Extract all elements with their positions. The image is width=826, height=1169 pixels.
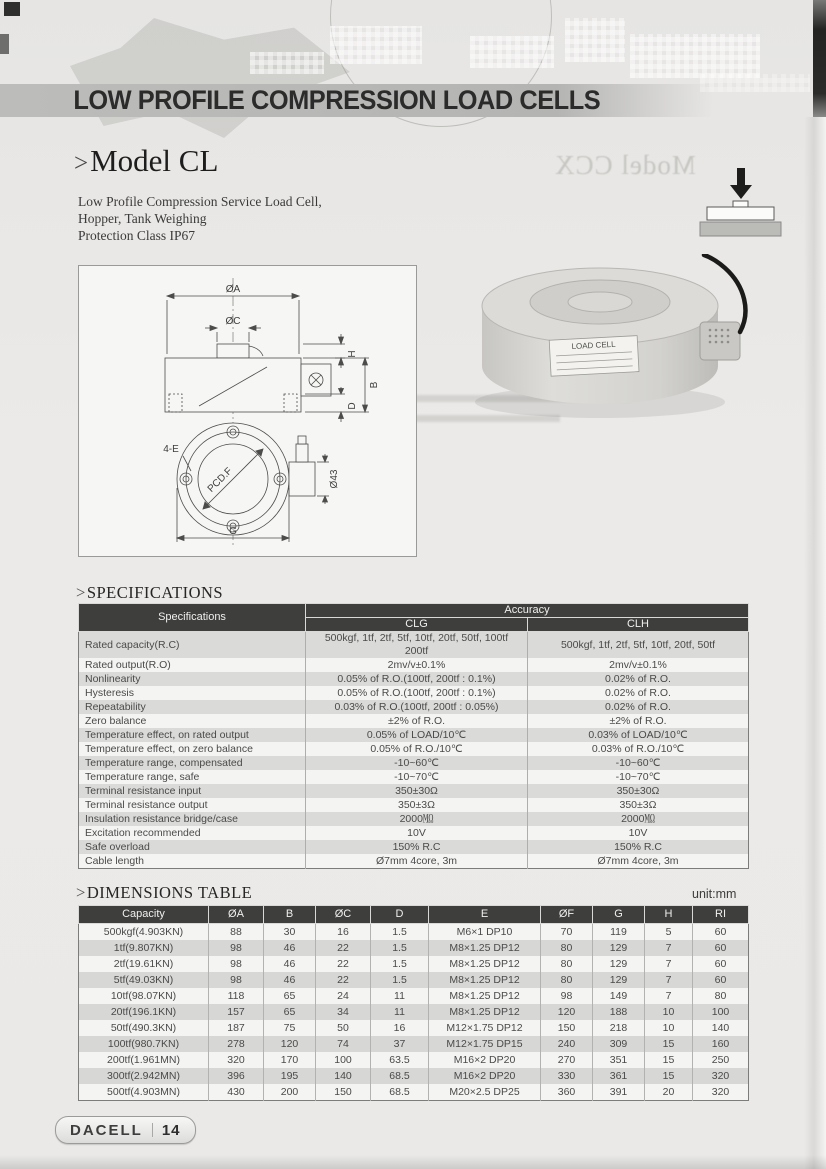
spec-clg-cell: Ø7mm 4core, 3m [306,854,528,869]
spec-row [79,728,749,742]
dim-b-cell: 46 [264,940,316,956]
spec-clh-cell: 0.03% of R.O./10℃ [528,742,749,756]
dim-d-cell: 63.5 [371,1052,429,1068]
spec-label-cell: Safe overload [85,840,150,853]
dim-row [79,1068,749,1084]
dim-oc-cell: 50 [316,1020,371,1036]
dim-label-h: H [347,350,358,358]
spec-row [79,742,749,756]
dim-g-cell: 309 [593,1036,645,1052]
dim-ri-cell: 60 [693,940,749,956]
dim-oc-cell: 74 [316,1036,371,1052]
bleed-through-ghost-title: Model CCX [554,150,696,180]
dim-row [79,1020,749,1036]
pcd-label: PCD.F [205,465,235,495]
dim-ri-cell: 100 [693,1004,749,1020]
spec-row [79,812,749,826]
spec-clg-cell: 0.05% of R.O./10℃ [306,742,528,756]
dim-oc-cell: 140 [316,1068,371,1084]
dim-h-cell: 15 [645,1036,693,1052]
spec-clg-cell: 0.05% of LOAD/10℃ [306,728,528,742]
dim-capacity-cell: 300tf(2.942MN) [107,1070,180,1082]
description-line: Protection Class IP67 [78,228,195,243]
dim-ri-cell: 80 [693,988,749,1004]
dim-h-cell: 7 [645,956,693,972]
corner-mark [0,34,9,54]
page-title-bar [0,84,714,117]
dim-of-cell: 70 [541,924,593,941]
dim-oa-cell: 98 [209,956,264,972]
dim-header-capacity: Capacity [79,906,209,924]
spec-row [79,784,749,798]
page-edge-dark [813,0,826,117]
dim-capacity-cell: 100tf(980.7KN) [107,1038,180,1050]
dim-d-cell: 68.5 [371,1084,429,1101]
spec-row [79,756,749,770]
dim-d-cell: 1.5 [371,956,429,972]
spec-header-specifications: Specifications [79,604,306,632]
dim-of-cell: 330 [541,1068,593,1084]
dim-capacity-cell: 50tf(490.3KN) [110,1022,177,1034]
dim-ri-cell: 140 [693,1020,749,1036]
spec-label-cell: Cable length [85,854,144,867]
spec-row [79,686,749,700]
unit-note: unit:mm [692,887,737,901]
loadcell-boss [733,201,748,207]
spec-row [79,714,749,728]
dim-e-cell: M16×2 DP20 [429,1068,541,1084]
dim-header-b: B [264,906,316,924]
dim-oc-cell: 100 [316,1052,371,1068]
spec-clh-cell: 0.02% of R.O. [528,686,749,700]
spec-label-cell: Nonlinearity [85,672,141,685]
dim-oa-cell: 320 [209,1052,264,1068]
dim-b-cell: 30 [264,924,316,941]
dim-oc-cell: 150 [316,1084,371,1101]
dim-oa-cell: 157 [209,1004,264,1020]
spec-label-cell: Zero balance [85,714,147,727]
spec-label-cell: Temperature effect, on rated output [85,728,249,741]
product-label [549,336,639,377]
dim-e-cell: M16×2 DP20 [429,1052,541,1068]
spec-clh-cell: 350±30Ω [528,784,749,798]
footer-page-number: 14 [161,1121,181,1139]
spec-clg-cell: 0.05% of R.O.(100tf, 200tf : 0.1%) [306,672,528,686]
dim-of-cell: 98 [541,988,593,1004]
spec-row [79,770,749,784]
dim-d-cell: 1.5 [371,924,429,941]
dim-e-cell: M8×1.25 DP12 [429,1004,541,1020]
dim-row [79,1004,749,1020]
dim-e-cell: M20×2.5 DP25 [429,1084,541,1101]
spec-header-accuracy: Accuracy [306,604,749,618]
spec-row [79,658,749,672]
dim-oa-cell: 430 [209,1084,264,1101]
dim-of-cell: 150 [541,1020,593,1036]
page-edge-shade [804,117,826,1169]
technical-drawing [78,265,417,557]
spec-clh-cell: -10~70℃ [528,770,749,784]
dim-oc-cell: 24 [316,988,371,1004]
dim-header-oa: ØA [209,906,264,924]
spec-clh-cell: -10~60℃ [528,756,749,770]
product-photo [452,254,752,426]
spec-label-cell: Terminal resistance output [85,798,208,811]
spec-row [79,672,749,686]
spec-row [79,700,749,714]
dim-of-cell: 120 [541,1004,593,1020]
spec-clg-cell: 10V [306,826,528,840]
dim-header-ri: RI [693,906,749,924]
dim-oa-cell: 98 [209,972,264,988]
globe-landmass-decoration [70,18,350,138]
dim-of-cell: 80 [541,956,593,972]
dim-h-cell: 15 [645,1052,693,1068]
dim-row [79,940,749,956]
page-title: LOW PROFILE COMPRESSION LOAD CELLS [73,85,601,115]
dim-ri-cell: 320 [693,1084,749,1101]
spec-clg-cell: -10~60℃ [306,756,528,770]
chevron-icon: > [76,883,86,902]
dim-g-cell: 149 [593,988,645,1004]
model-title: Model CL [90,143,219,178]
pixel-pattern [330,26,422,64]
dim-h-cell: 15 [645,1068,693,1084]
dim-b-cell: 46 [264,956,316,972]
dim-of-cell: 270 [541,1052,593,1068]
spec-row [79,632,749,659]
corner-mark [4,2,20,16]
spec-clh-cell: 0.03% of LOAD/10℃ [528,728,749,742]
spec-row [79,854,749,869]
spec-label-cell: Terminal resistance input [85,784,202,797]
dim-ri-cell: 160 [693,1036,749,1052]
spec-clh-cell: 10V [528,826,749,840]
dimensions-heading: >DIMENSIONS TABLE [76,883,253,902]
spec-label-cell: Temperature range, safe [85,770,200,783]
dimensions-table [78,905,749,1101]
dim-g-cell: 361 [593,1068,645,1084]
dim-row [79,1084,749,1101]
dim-g-cell: 129 [593,972,645,988]
spec-clh-cell: 2mv/v±0.1% [528,658,749,672]
dim-oa-cell: 396 [209,1068,264,1084]
connector-dia-label: Ø43 [329,469,340,489]
dim-capacity-cell: 5tf(49.03KN) [113,974,174,986]
spec-clh-cell: Ø7mm 4core, 3m [528,854,749,869]
spec-row [79,840,749,854]
footer-logo [55,1116,196,1144]
dim-label-c: ØC [225,316,241,327]
dim-capacity-cell: 10tf(98.07KN) [110,990,177,1002]
dim-header-d: D [371,906,429,924]
dim-b-cell: 65 [264,1004,316,1020]
spec-label-cell: Excitation recommended [85,826,201,839]
dim-g-cell: 188 [593,1004,645,1020]
dim-oa-cell: 98 [209,940,264,956]
dim-ri-cell: 60 [693,924,749,941]
spec-clh-cell: 0.02% of R.O. [528,672,749,686]
base-plate [700,222,781,236]
spec-header-clg: CLG [306,618,528,632]
dim-oa-cell: 187 [209,1020,264,1036]
pixel-pattern [630,34,760,78]
dim-oc-cell: 22 [316,972,371,988]
spec-clg-cell: 2000㏁ [306,812,528,826]
dim-d-cell: 16 [371,1020,429,1036]
dim-oc-cell: 22 [316,940,371,956]
spec-clg-cell: 0.05% of R.O.(100tf, 200tf : 0.1%) [306,686,528,700]
dim-of-cell: 360 [541,1084,593,1101]
spec-clh-cell: 350±3Ω [528,798,749,812]
model-description [78,193,322,244]
dim-oc-cell: 22 [316,956,371,972]
dim-label-g: G [229,526,237,537]
dim-h-cell: 7 [645,988,693,1004]
dim-oc-cell: 34 [316,1004,371,1020]
dim-ri-cell: 60 [693,972,749,988]
loadcell-body [707,207,774,220]
dim-h-cell: 7 [645,940,693,956]
dim-g-cell: 129 [593,940,645,956]
dim-g-cell: 129 [593,956,645,972]
spec-label-cell: Temperature effect, on zero balance [85,742,253,755]
spec-row [79,798,749,812]
description-line: Low Profile Compression Service Load Cell, [78,194,322,209]
spec-label-cell: Insulation resistance bridge/case [85,812,238,825]
dim-h-cell: 20 [645,1084,693,1101]
dim-capacity-cell: 200tf(1.961MN) [107,1054,180,1066]
dim-header-of: ØF [541,906,593,924]
dim-g-cell: 351 [593,1052,645,1068]
dim-row [79,1052,749,1068]
spec-clh-cell: 0.02% of R.O. [528,700,749,714]
loadcell-button [568,292,632,312]
specifications-heading: >SPECIFICATIONS [76,583,224,602]
spec-label-cell: Rated output(R.O) [85,658,171,671]
dim-h-cell: 10 [645,1004,693,1020]
spec-clh-cell: 150% R.C [528,840,749,854]
dim-row [79,1036,749,1052]
spec-label-cell: Temperature range, compensated [85,756,243,769]
dim-e-cell: M8×1.25 DP12 [429,972,541,988]
dim-d-cell: 1.5 [371,972,429,988]
dim-d-cell: 11 [371,988,429,1004]
dim-ri-cell: 320 [693,1068,749,1084]
spec-clh-cell: 2000㏁ [528,812,749,826]
dim-row [79,988,749,1004]
dim-capacity-cell: 500kgf(4.903KN) [103,926,184,938]
dim-header-h: H [645,906,693,924]
spec-clg-cell: ±2% of R.O. [306,714,528,728]
spec-clh-cell: ±2% of R.O. [528,714,749,728]
page-bottom-shade [0,1155,826,1169]
dim-d-cell: 11 [371,1004,429,1020]
down-arrow-icon [730,168,752,199]
dim-label-d: D [347,402,358,410]
dim-oa-cell: 88 [209,924,264,941]
dim-b-cell: 46 [264,972,316,988]
spec-clh-cell: 500kgf, 1tf, 2tf, 5tf, 10tf, 20tf, 50tf [528,632,749,659]
dim-h-cell: 7 [645,972,693,988]
bolt-holes-label: 4-E [163,444,179,455]
dim-of-cell: 80 [541,972,593,988]
dim-header-oc: ØC [316,906,371,924]
dim-of-cell: 240 [541,1036,593,1052]
dim-e-cell: M6×1 DP10 [429,924,541,941]
connector-housing [700,322,740,360]
dim-e-cell: M8×1.25 DP12 [429,956,541,972]
dim-oc-cell: 16 [316,924,371,941]
dim-capacity-cell: 20tf(196.1KN) [110,1006,177,1018]
spec-clg-cell: -10~70℃ [306,770,528,784]
dim-capacity-cell: 2tf(19.61KN) [113,958,174,970]
footer-brand: DACELL [70,1121,143,1139]
load-direction-diagram [695,168,787,244]
model-heading [74,143,218,179]
spec-row [79,826,749,840]
product-label-title: LOAD CELL [571,339,616,352]
pixel-pattern [565,18,625,62]
pixel-pattern [700,74,810,92]
spec-header-clh: CLH [528,618,749,632]
chevron-icon: > [74,150,89,177]
dim-capacity-cell: 500tf(4.903MN) [107,1086,180,1098]
footer-divider [152,1123,153,1137]
dim-h-cell: 10 [645,1020,693,1036]
dim-of-cell: 80 [541,940,593,956]
dim-row [79,956,749,972]
spec-clg-cell: 0.03% of R.O.(100tf, 200tf : 0.05%) [306,700,528,714]
spec-label-cell: Repeatability [85,700,146,713]
dim-b-cell: 200 [264,1084,316,1101]
dim-ri-cell: 60 [693,956,749,972]
dim-b-cell: 120 [264,1036,316,1052]
dim-b-cell: 75 [264,1020,316,1036]
dim-header-g: G [593,906,645,924]
specifications-table [78,603,749,869]
dim-d-cell: 68.5 [371,1068,429,1084]
dim-d-cell: 1.5 [371,940,429,956]
dim-oa-cell: 278 [209,1036,264,1052]
dim-row [79,972,749,988]
dim-e-cell: M12×1.75 DP12 [429,1020,541,1036]
pixel-pattern [470,36,554,68]
dim-capacity-cell: 1tf(9.807KN) [113,942,174,954]
dim-ri-cell: 250 [693,1052,749,1068]
pixel-pattern [250,52,324,74]
dim-b-cell: 65 [264,988,316,1004]
spec-clg-cell: 150% R.C [306,840,528,854]
dim-e-cell: M8×1.25 DP12 [429,988,541,1004]
chevron-icon: > [76,583,86,602]
spec-clg-cell: 350±3Ω [306,798,528,812]
dim-label-b: B [369,381,380,389]
spec-label-cell: Rated capacity(R.C) [85,638,180,651]
dim-row [79,924,749,941]
dim-d-cell: 37 [371,1036,429,1052]
spec-clg-cell: 500kgf, 1tf, 2tf, 5tf, 10tf, 20tf, 50tf, 100tf 200tf [306,632,528,659]
spec-clg-cell: 2mv/v±0.1% [306,658,528,672]
dim-e-cell: M8×1.25 DP12 [429,940,541,956]
description-line: Hopper, Tank Weighing [78,211,207,226]
dim-b-cell: 195 [264,1068,316,1084]
dim-g-cell: 218 [593,1020,645,1036]
dim-g-cell: 391 [593,1084,645,1101]
dim-header-e: E [429,906,541,924]
dim-oa-cell: 118 [209,988,264,1004]
dim-e-cell: M12×1.75 DP15 [429,1036,541,1052]
dim-g-cell: 119 [593,924,645,941]
dim-h-cell: 5 [645,924,693,941]
spec-clg-cell: 350±30Ω [306,784,528,798]
dim-b-cell: 170 [264,1052,316,1068]
dim-label-a: ØA [225,284,241,295]
spec-label-cell: Hysteresis [85,686,135,699]
